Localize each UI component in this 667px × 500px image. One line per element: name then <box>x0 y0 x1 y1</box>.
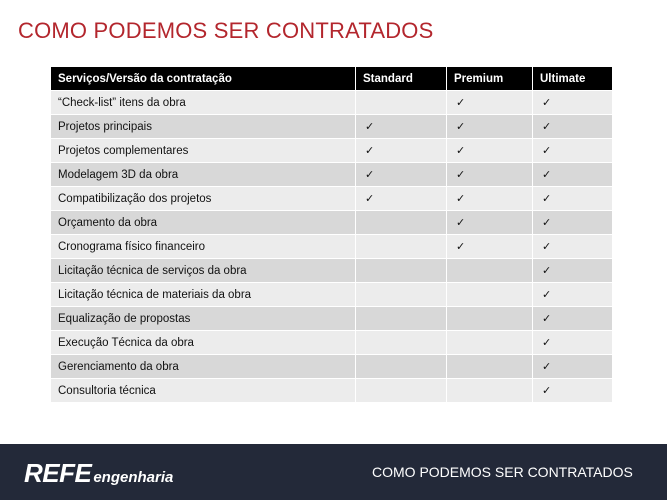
ultimate-cell <box>533 283 613 307</box>
checkmark-icon: ✓ <box>365 144 375 157</box>
column-header-premium: Premium <box>447 67 533 91</box>
service-name-cell: Equalização de propostas <box>51 307 356 331</box>
premium-cell <box>447 115 533 139</box>
service-name-cell: Projetos complementares <box>51 139 356 163</box>
service-name-cell: Execução Técnica da obra <box>51 331 356 355</box>
ultimate-cell <box>533 139 613 163</box>
column-header-standard: Standard <box>356 67 447 91</box>
standard-cell <box>356 91 447 115</box>
table-row <box>51 307 613 331</box>
service-name-cell: Orçamento da obra <box>51 211 356 235</box>
checkmark-icon: ✓ <box>456 120 466 133</box>
service-name-cell: Consultoria técnica <box>51 379 356 403</box>
standard-cell <box>356 187 447 211</box>
checkmark-icon: ✓ <box>542 312 552 325</box>
checkmark-icon: ✓ <box>542 360 552 373</box>
services-table <box>50 66 613 403</box>
ultimate-cell <box>533 355 613 379</box>
standard-cell <box>356 259 447 283</box>
checkmark-icon: ✓ <box>542 288 552 301</box>
standard-cell <box>356 355 447 379</box>
service-name-cell: Gerenciamento da obra <box>51 355 356 379</box>
table-row <box>51 355 613 379</box>
checkmark-icon: ✓ <box>542 336 552 349</box>
table-body <box>51 91 613 403</box>
table-row <box>51 379 613 403</box>
premium-cell <box>447 163 533 187</box>
standard-cell <box>356 379 447 403</box>
table-row <box>51 187 613 211</box>
premium-cell <box>447 211 533 235</box>
table-row <box>51 139 613 163</box>
checkmark-icon: ✓ <box>456 168 466 181</box>
standard-cell <box>356 139 447 163</box>
table-row <box>51 283 613 307</box>
premium-cell <box>447 259 533 283</box>
table-row <box>51 331 613 355</box>
standard-cell <box>356 331 447 355</box>
checkmark-icon: ✓ <box>456 192 466 205</box>
table-row <box>51 259 613 283</box>
premium-cell <box>447 139 533 163</box>
service-name-cell: Licitação técnica de materiais da obra <box>51 283 356 307</box>
checkmark-icon: ✓ <box>365 192 375 205</box>
standard-cell <box>356 211 447 235</box>
ultimate-cell <box>533 331 613 355</box>
checkmark-icon: ✓ <box>542 96 552 109</box>
standard-cell <box>356 235 447 259</box>
premium-cell <box>447 379 533 403</box>
ultimate-cell <box>533 379 613 403</box>
ultimate-cell <box>533 235 613 259</box>
service-name-cell: Projetos principais <box>51 115 356 139</box>
table-row <box>51 211 613 235</box>
table-row <box>51 235 613 259</box>
premium-cell <box>447 331 533 355</box>
column-header-ultimate: Ultimate <box>533 67 613 91</box>
checkmark-icon: ✓ <box>542 192 552 205</box>
checkmark-icon: ✓ <box>542 384 552 397</box>
service-name-cell: “Check-list” itens da obra <box>51 91 356 115</box>
checkmark-icon: ✓ <box>542 264 552 277</box>
logo-sub-text: engenharia <box>93 469 174 486</box>
checkmark-icon: ✓ <box>542 240 552 253</box>
checkmark-icon: ✓ <box>542 144 552 157</box>
service-name-cell: Licitação técnica de serviços da obra <box>51 259 356 283</box>
column-header-service: Serviços/Versão da contratação <box>51 67 356 91</box>
ultimate-cell <box>533 211 613 235</box>
checkmark-icon: ✓ <box>542 216 552 229</box>
premium-cell <box>447 91 533 115</box>
page-title: COMO PODEMOS SER CONTRATADOS <box>18 18 434 43</box>
service-name-cell: Modelagem 3D da obra <box>51 163 356 187</box>
checkmark-icon: ✓ <box>365 168 375 181</box>
ultimate-cell <box>533 163 613 187</box>
ultimate-cell <box>533 307 613 331</box>
checkmark-icon: ✓ <box>365 120 375 133</box>
standard-cell <box>356 163 447 187</box>
table-row <box>51 115 613 139</box>
premium-cell <box>447 235 533 259</box>
ultimate-cell <box>533 115 613 139</box>
table-row <box>51 91 613 115</box>
standard-cell <box>356 307 447 331</box>
ultimate-cell <box>533 187 613 211</box>
footer-title: COMO PODEMOS SER CONTRATADOS <box>372 464 633 480</box>
checkmark-icon: ✓ <box>456 144 466 157</box>
checkmark-icon: ✓ <box>542 120 552 133</box>
table-header-row <box>51 67 613 91</box>
company-logo <box>24 458 173 489</box>
premium-cell <box>447 307 533 331</box>
service-name-cell: Compatibilização dos projetos <box>51 187 356 211</box>
logo-main-text: REFE <box>24 458 92 488</box>
checkmark-icon: ✓ <box>542 168 552 181</box>
footer-bar <box>0 444 667 500</box>
service-name-cell: Cronograma físico financeiro <box>51 235 356 259</box>
checkmark-icon: ✓ <box>456 96 466 109</box>
premium-cell <box>447 283 533 307</box>
checkmark-icon: ✓ <box>456 216 466 229</box>
premium-cell <box>447 355 533 379</box>
standard-cell <box>356 283 447 307</box>
checkmark-icon: ✓ <box>456 240 466 253</box>
ultimate-cell <box>533 91 613 115</box>
standard-cell <box>356 115 447 139</box>
premium-cell <box>447 187 533 211</box>
table-row <box>51 163 613 187</box>
ultimate-cell <box>533 259 613 283</box>
